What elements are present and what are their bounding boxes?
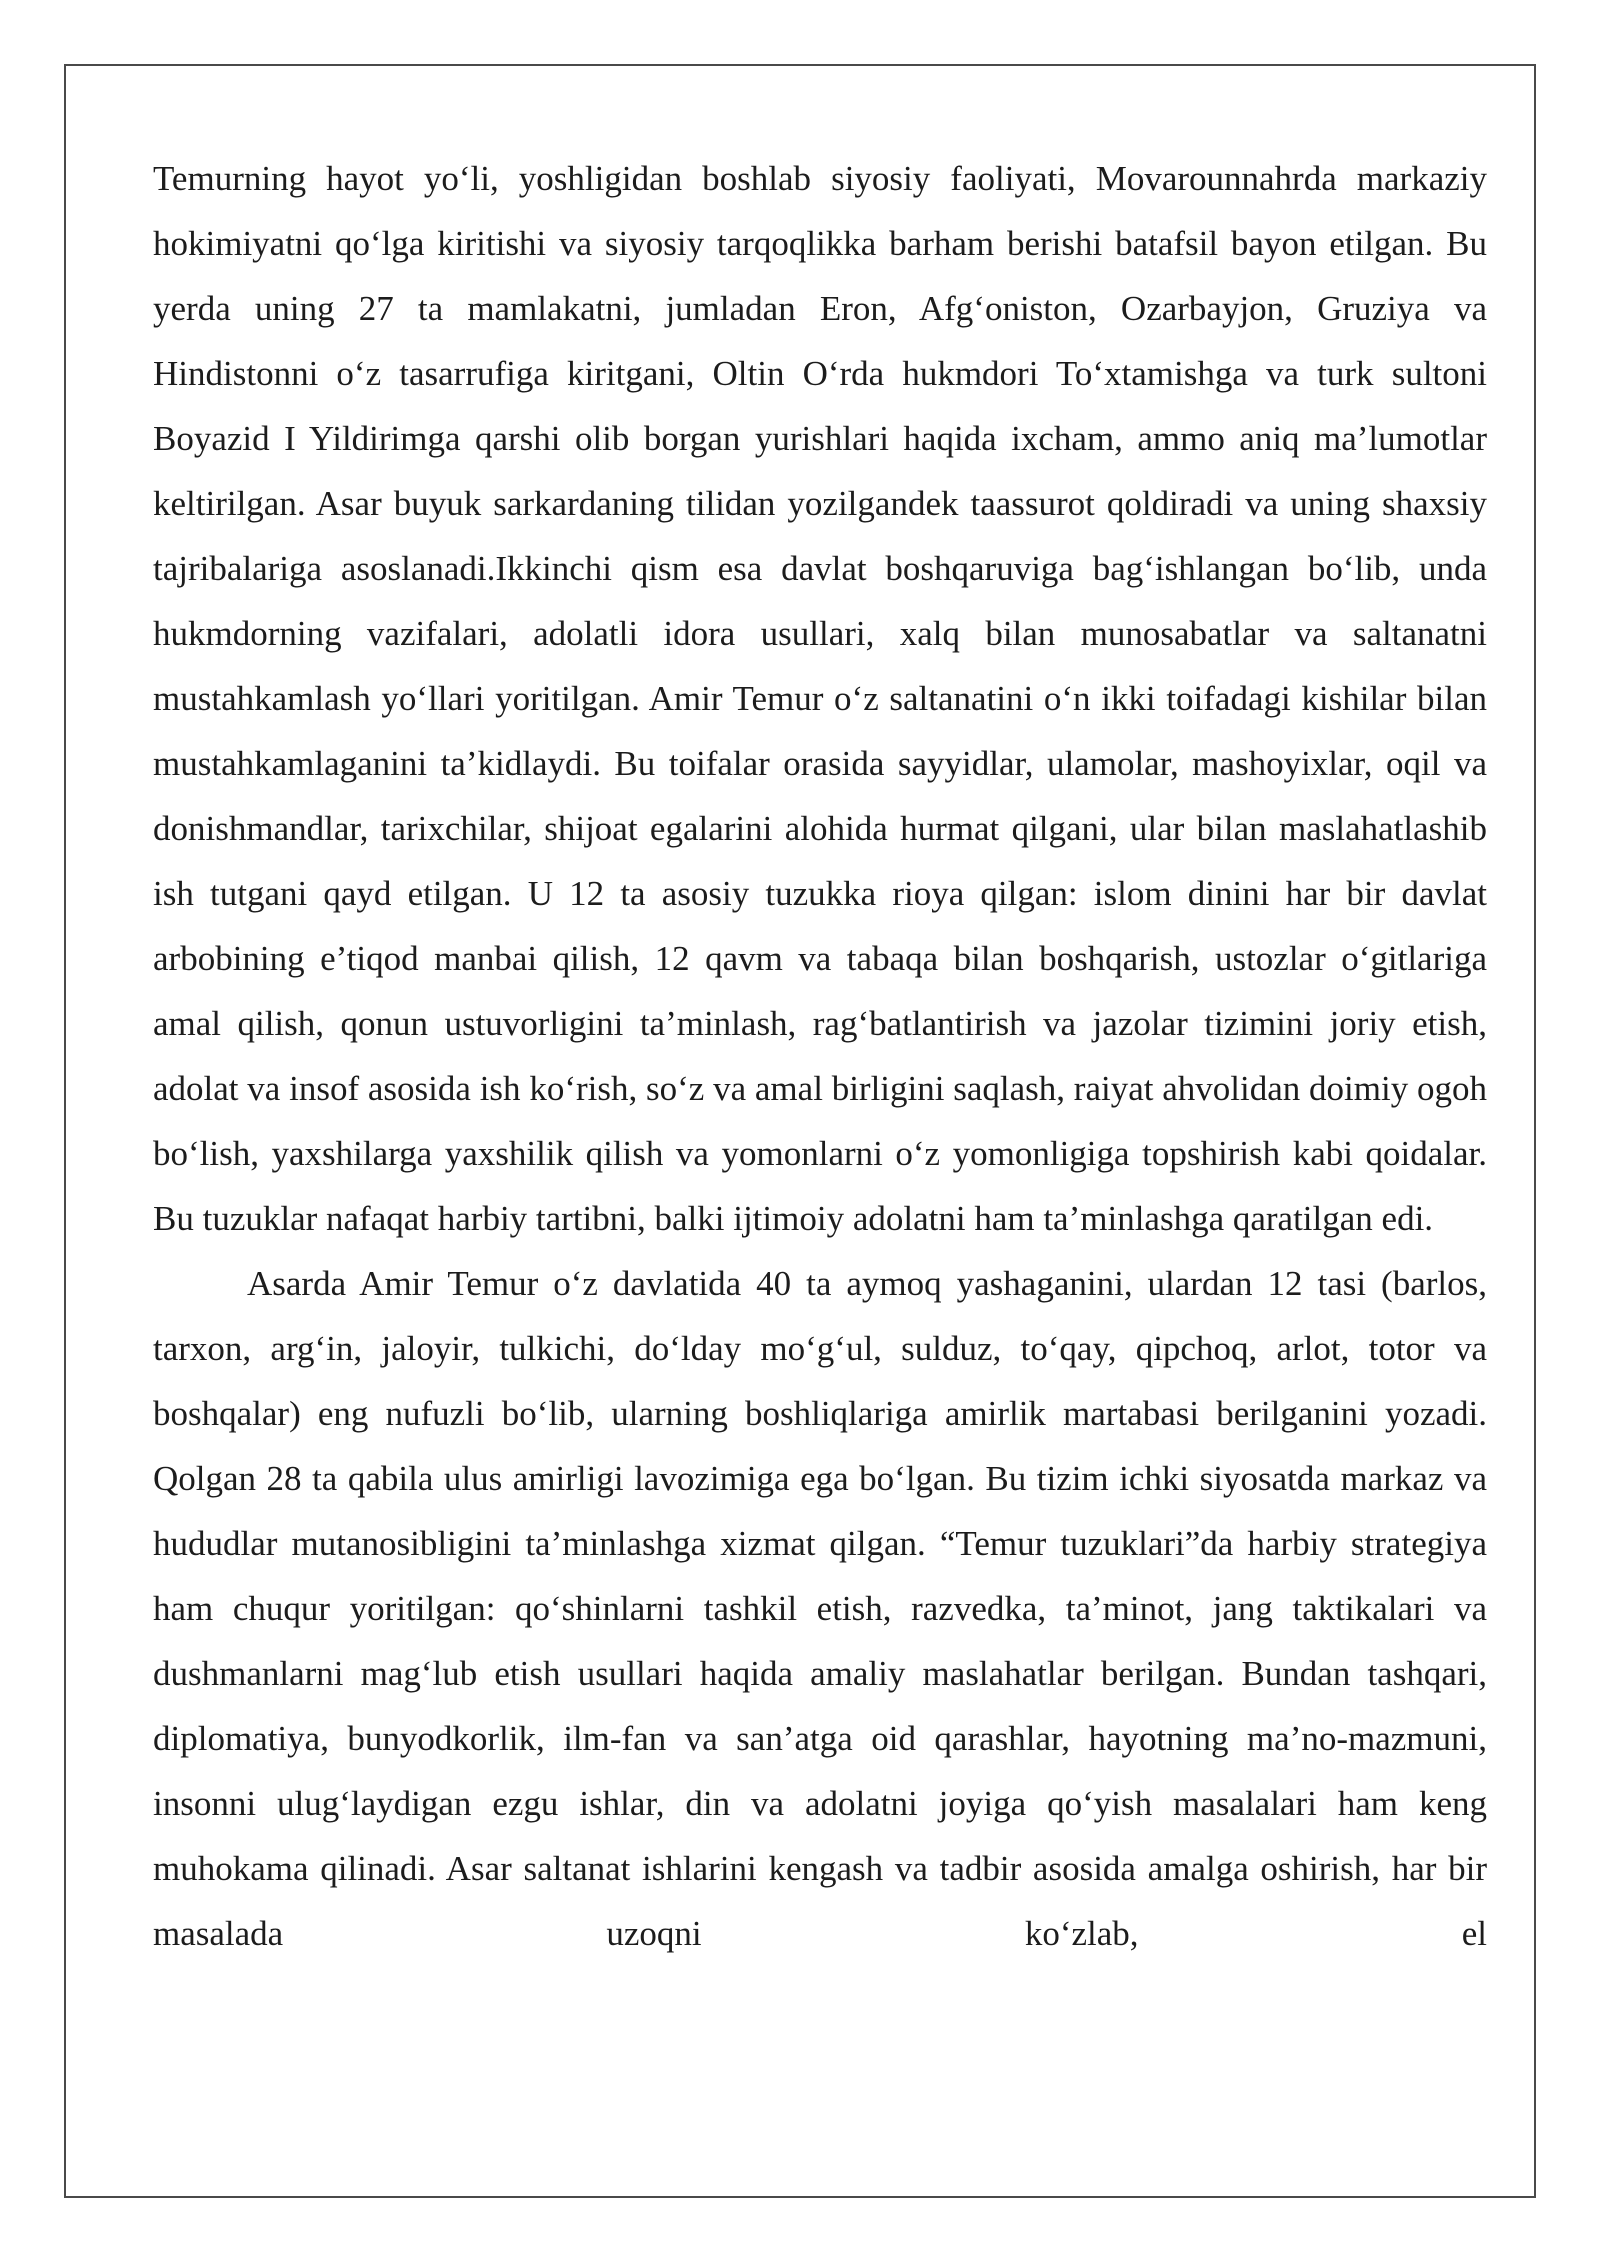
paragraph-2: Asarda Amir Temur o‘z davlatida 40 ta aymoq yashaganini, ulardan 12 tasi (barlos, tarxon, arg‘in, jaloyir, tulkichi, do‘lday mo‘g‘ul, sulduz, to‘qay, qipchoq, arlot, totor va boshqalar) eng nufuzli bo‘lib, ularning boshliqlariga amirlik martabasi berilganini yozadi. Qolgan 28 ta qabila ulus amirligi lavozimiga ega bo‘lgan. Bu tizim ichki siyosatda markaz va hududlar mutanosibligini ta’minlashga xizmat qilgan. “Temur tuzuklari”da harbiy strategiya ham chuqur yoritilgan: qo‘shinlarni tashkil etish, razvedka, ta’minot, jang taktikalari va dushmanlarni mag‘lub etish usullari haqida amaliy maslahatlar berilgan. Bundan tashqari, diplomatiya, bunyodkorlik, ilm-fan va san’atga oid qarashlar, hayotning ma’no-mazmuni, insonni ulug‘laydigan ezgu ishlar, din va adolatni joyiga qo‘yish masalalari ham keng muhokama qilinadi. Asar saltanat ishlarini kengash va tadbir asosida amalga oshirish, har bir masalada uzoqni ko‘zlab, el (153, 1264, 1487, 1953)
document-body (153, 146, 1487, 1966)
paragraph-1: Temurning hayot yo‘li, yoshligidan boshlab siyosiy faoliyati, Movarounnahrda markaziy hokimiyatni qo‘lga kiritishi va siyosiy tarqoqlikka barham berishi batafsil bayon etilgan. Bu yerda uning 27 ta mamlakatni, jumladan Eron, Afg‘oniston, Ozarbayjon, Gruziya va Hindistonni o‘z tasarrufiga kiritgani, Oltin O‘rda hukmdori To‘xtamishga va turk sultoni Boyazid I Yildirimga qarshi olib borgan yurishlari haqida ixcham, ammo aniq ma’lumotlar keltirilgan. Asar buyuk sarkardaning tilidan yozilgandek taassurot qoldiradi va uning shaxsiy tajribalariga asoslanadi.Ikkinchi qism esa davlat boshqaruviga bag‘ishlangan bo‘lib, unda hukmdorning vazifalari, adolatli idora usullari, xalq bilan munosabatlar va saltanatni mustahkamlash yo‘llari yoritilgan. Amir Temur o‘z saltanatini o‘n ikki toifadagi kishilar bilan mustahkamlaganini ta’kidlaydi. Bu toifalar orasida sayyidlar, ulamolar, mashoyixlar, oqil va donishmandlar, tarixchilar, shijoat egalarini alohida hurmat qilgani, ular bilan maslahatlashib ish tutgani qayd etilgan. U 12 ta asosiy tuzukka rioya qilgan: islom dinini har bir davlat arbobining e’tiqod manbai qilish, 12 qavm va tabaqa bilan boshqarish, ustozlar o‘gitlariga amal qilish, qonun ustuvorligini ta’minlash, rag‘batlantirish va jazolar tizimini joriy etish, adolat va insof asosida ish ko‘rish, so‘z va amal birligini saqlash, raiyat ahvolidan doimiy ogoh bo‘lish, yaxshilarga yaxshilik qilish va yomonlarni o‘z yomonligiga topshirish kabi qoidalar. Bu tuzuklar nafaqat harbiy tartibni, balki ijtimoiy adolatni ham ta’minlashga qaratilgan edi. (153, 159, 1487, 1238)
